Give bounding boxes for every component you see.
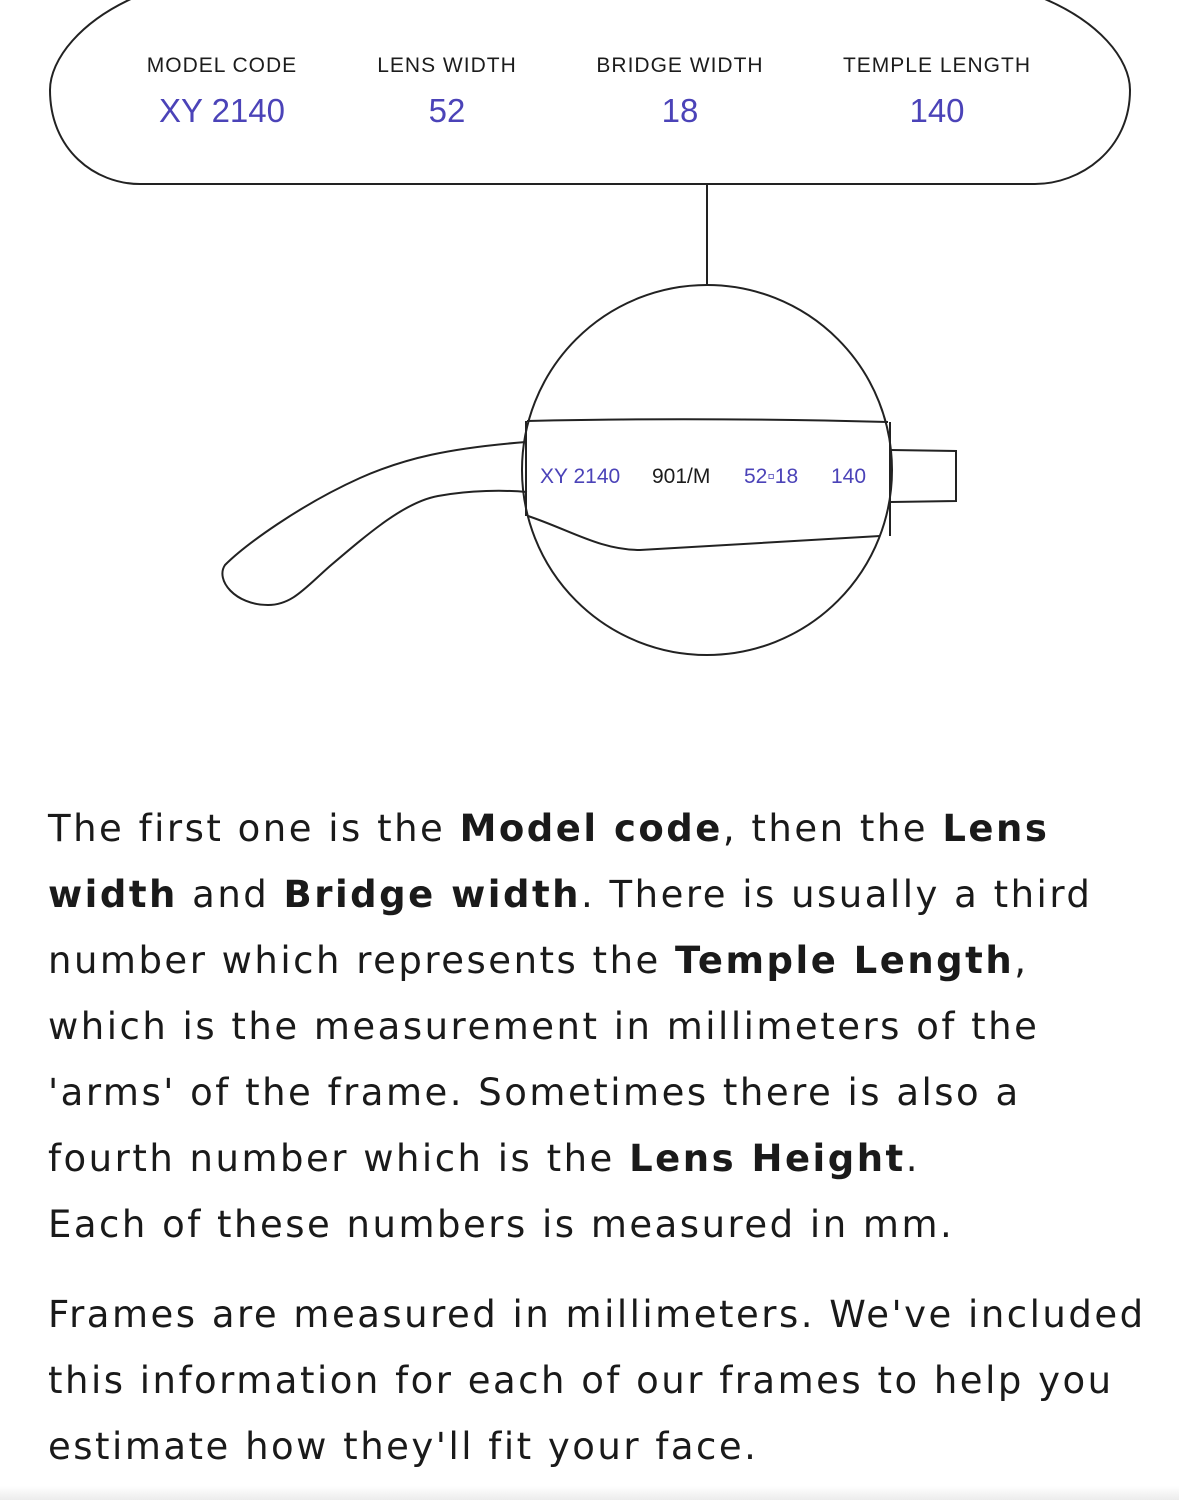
spec-value-lens-width: 52	[428, 92, 466, 129]
text-run: .	[905, 1137, 920, 1180]
term-bridge-width: Bridge width	[283, 873, 581, 916]
text-run: , then the	[722, 807, 943, 850]
imprint-temple-length: 140	[831, 465, 867, 488]
paragraph-measurements	[48, 796, 1148, 1192]
term-lens-height: Lens Height	[629, 1137, 906, 1180]
temple-tip-outline	[891, 450, 956, 502]
text-run: , which is the measurement in millimeters of the 'arms' of the frame. Sometimes there is also a fourth number which is the	[48, 939, 1040, 1180]
spec-label-temple-length: TEMPLE LENGTH	[842, 54, 1032, 77]
text-run: The first one is the	[48, 807, 460, 850]
imprint-size: 52▫18	[744, 465, 799, 488]
magnified-arm-bottom-edge	[528, 516, 880, 550]
temple-arm-outline	[222, 442, 527, 605]
spec-label-bridge-width: BRIDGE WIDTH	[596, 54, 764, 77]
term-temple-length: Temple Length	[675, 939, 1015, 982]
magnified-arm-top-edge	[527, 419, 888, 422]
text-run: and	[177, 873, 284, 916]
spec-value-bridge-width: 18	[661, 92, 699, 129]
paragraph-frames-measured: Frames are measured in millimeters. We've included this information for each of our frames to help you estimate how they'll fit your face.	[48, 1293, 1146, 1468]
term-lens-width: Lens width	[48, 807, 1050, 916]
bottom-fade	[0, 1486, 1179, 1500]
imprint-model-code: XY 2140	[540, 465, 621, 488]
frame-size-diagram	[0, 0, 1179, 700]
explanation-text	[48, 796, 1148, 1480]
spec-label-lens-width: LENS WIDTH	[377, 54, 517, 77]
imprint-color-code: 901/M	[652, 465, 711, 488]
spec-value-model-code: XY 2140	[158, 92, 286, 129]
spec-value-temple-length: 140	[909, 92, 965, 129]
paragraph-units: Each of these numbers is measured in mm.	[48, 1203, 955, 1246]
spec-label-model-code: MODEL CODE	[146, 54, 298, 77]
text-run: . There is usually a third number which represents the	[48, 873, 1093, 982]
term-model-code: Model code	[459, 807, 723, 850]
